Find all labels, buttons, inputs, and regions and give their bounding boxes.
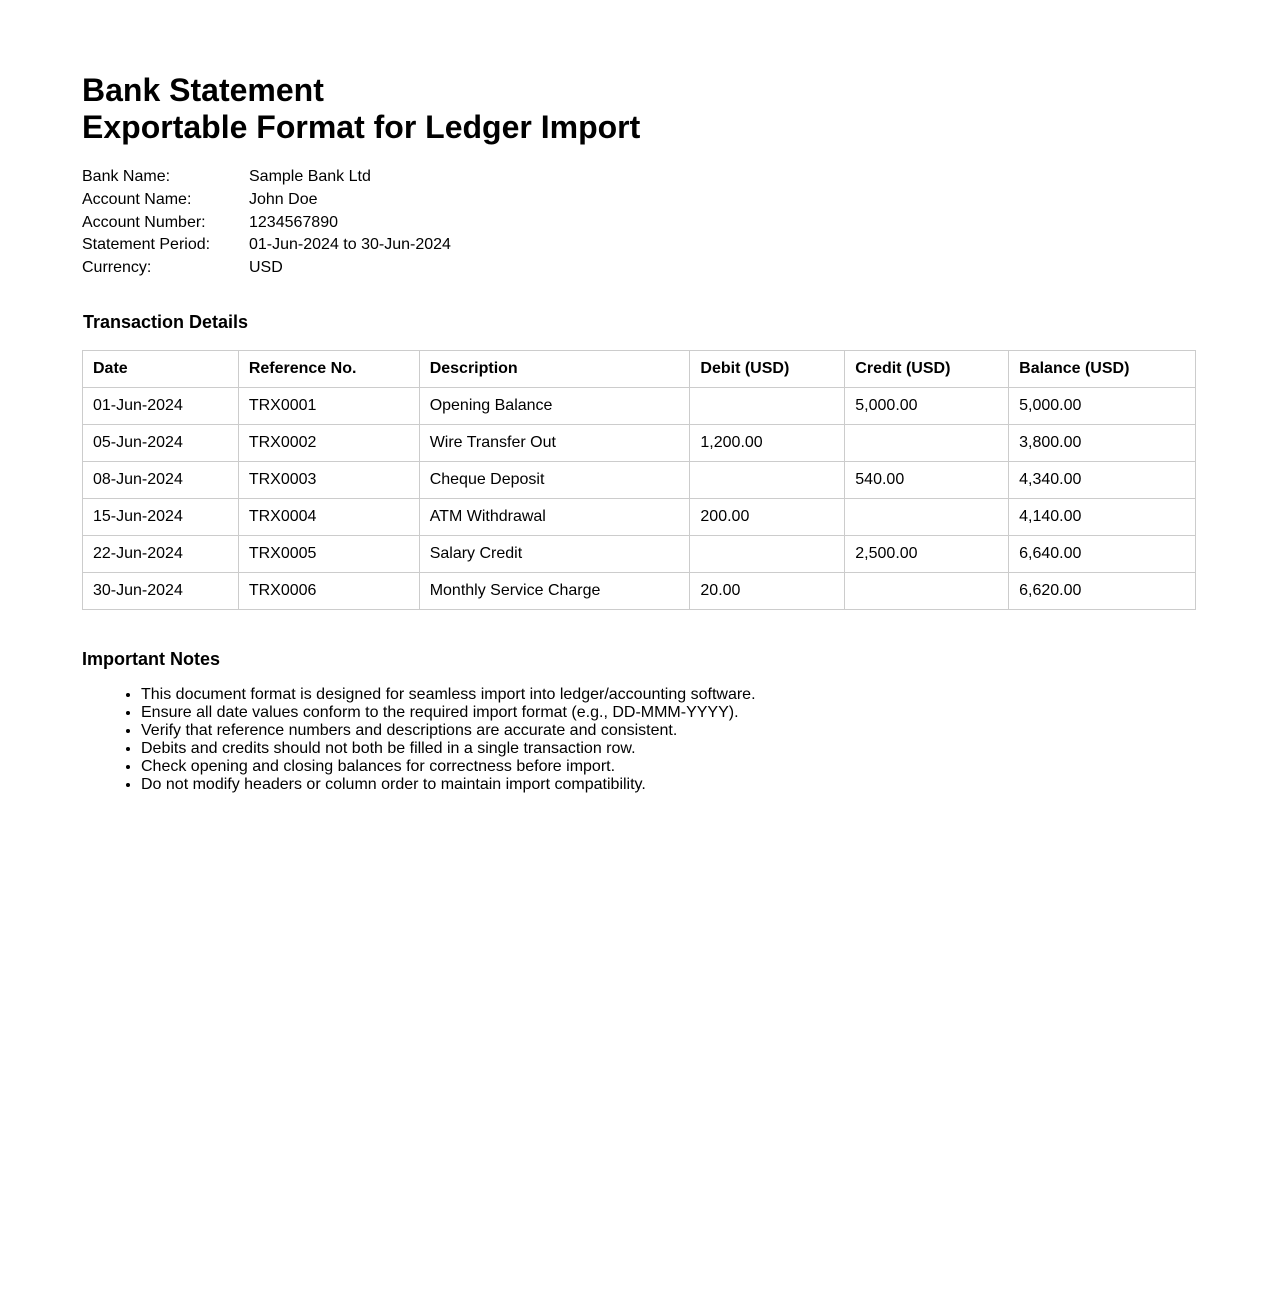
cell-description: Cheque Deposit bbox=[419, 462, 690, 499]
cell-reference: TRX0006 bbox=[238, 573, 419, 610]
meta-value: USD bbox=[249, 259, 283, 277]
column-header-credit: Credit (USD) bbox=[845, 351, 1009, 388]
meta-value: 1234567890 bbox=[249, 213, 338, 231]
meta-row-bank-name bbox=[82, 166, 451, 189]
cell-reference: TRX0002 bbox=[238, 425, 419, 462]
table-row bbox=[83, 573, 1196, 610]
list-item: • This document format is designed for seamless import into ledger/accounting software. bbox=[141, 686, 756, 704]
cell-balance: 6,640.00 bbox=[1009, 536, 1196, 573]
cell-description: Opening Balance bbox=[419, 388, 690, 425]
cell-credit: 5,000.00 bbox=[845, 388, 1009, 425]
page-title bbox=[82, 72, 640, 146]
cell-credit: 2,500.00 bbox=[845, 536, 1009, 573]
important-notes-heading: Important Notes bbox=[82, 649, 221, 669]
cell-debit bbox=[690, 388, 845, 425]
list-item: • Verify that reference numbers and descriptions are accurate and consistent. bbox=[141, 722, 756, 740]
cell-description: ATM Withdrawal bbox=[419, 499, 690, 536]
table-row bbox=[83, 536, 1196, 573]
meta-label: Account Name: bbox=[82, 190, 192, 208]
cell-credit bbox=[845, 573, 1009, 610]
account-info bbox=[82, 166, 451, 280]
cell-reference: TRX0001 bbox=[238, 388, 419, 425]
cell-description: Monthly Service Charge bbox=[419, 573, 690, 610]
title-line-2: Exportable Format for Ledger Import bbox=[82, 109, 641, 145]
table-row bbox=[83, 425, 1196, 462]
cell-debit: 20.00 bbox=[690, 573, 845, 610]
cell-balance: 4,140.00 bbox=[1009, 499, 1196, 536]
table-row bbox=[83, 462, 1196, 499]
meta-value: Sample Bank Ltd bbox=[249, 168, 371, 185]
meta-label: Account Number: bbox=[82, 213, 206, 231]
cell-debit: 200.00 bbox=[690, 499, 845, 536]
table-row bbox=[83, 499, 1196, 536]
meta-value: 01-Jun-2024 to 30-Jun-2024 bbox=[249, 236, 451, 254]
list-item: • Debits and credits should not both be filled in a single transaction row. bbox=[141, 740, 756, 758]
cell-debit bbox=[690, 462, 845, 499]
meta-row-account-name bbox=[82, 189, 451, 212]
meta-label: Statement Period: bbox=[82, 236, 211, 254]
cell-debit: 1,200.00 bbox=[690, 425, 845, 462]
cell-credit bbox=[845, 499, 1009, 536]
meta-row-statement-period bbox=[82, 234, 451, 257]
cell-balance: 3,800.00 bbox=[1009, 425, 1196, 462]
column-header-reference: Reference No. bbox=[238, 351, 419, 388]
list-item: • Ensure all date values conform to the required import format (e.g., DD-MMM-YYYY). bbox=[141, 704, 756, 722]
cell-balance: 4,340.00 bbox=[1009, 462, 1196, 499]
meta-label: Currency: bbox=[82, 259, 152, 277]
cell-date: 05-Jun-2024 bbox=[83, 425, 239, 462]
title-line-1: Bank Statement bbox=[82, 72, 324, 108]
meta-value: John Doe bbox=[249, 190, 318, 208]
cell-reference: TRX0005 bbox=[238, 536, 419, 573]
column-header-debit: Debit (USD) bbox=[690, 351, 845, 388]
meta-label: Bank Name: bbox=[82, 168, 171, 185]
cell-balance: 5,000.00 bbox=[1009, 388, 1196, 425]
cell-balance: 6,620.00 bbox=[1009, 573, 1196, 610]
cell-credit: 540.00 bbox=[845, 462, 1009, 499]
cell-credit bbox=[845, 425, 1009, 462]
cell-date: 08-Jun-2024 bbox=[83, 462, 239, 499]
column-header-date: Date bbox=[83, 351, 239, 388]
meta-row-account-number bbox=[82, 212, 451, 235]
cell-description: Salary Credit bbox=[419, 536, 690, 573]
cell-date: 30-Jun-2024 bbox=[83, 573, 239, 610]
cell-date: 15-Jun-2024 bbox=[83, 499, 239, 536]
list-item: • Do not modify headers or column order to maintain import compatibility. bbox=[141, 776, 756, 794]
notes-list bbox=[82, 686, 756, 794]
transaction-details-heading: Transaction Details bbox=[83, 312, 249, 332]
list-item: • Check opening and closing balances for correctness before import. bbox=[141, 758, 756, 776]
meta-row-currency bbox=[82, 257, 451, 280]
transactions-table bbox=[82, 350, 1196, 610]
cell-reference: TRX0003 bbox=[238, 462, 419, 499]
table-row bbox=[83, 388, 1196, 425]
cell-description: Wire Transfer Out bbox=[419, 425, 690, 462]
cell-debit bbox=[690, 536, 845, 573]
cell-reference: TRX0004 bbox=[238, 499, 419, 536]
column-header-balance: Balance (USD) bbox=[1009, 351, 1196, 388]
cell-date: 22-Jun-2024 bbox=[83, 536, 239, 573]
table-header-row bbox=[83, 351, 1196, 388]
cell-date: 01-Jun-2024 bbox=[83, 388, 239, 425]
column-header-description: Description bbox=[419, 351, 690, 388]
